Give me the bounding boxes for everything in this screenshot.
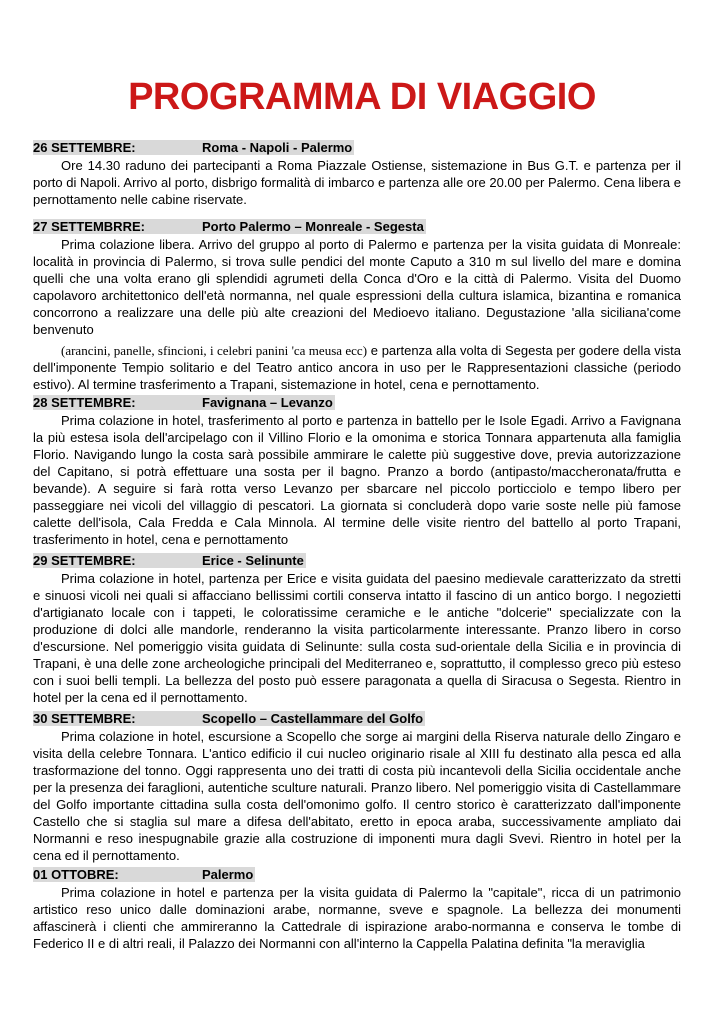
day-text: Ore 14.30 raduno dei partecipanti a Roma Piazzale Ostiense, sistemazione in Bus G.T. e partenza per il porto di Napoli. Arrivo al porto, disbrigo formalità di imbarco e partenza alle ore 20.00 per Palermo. Cena libera e pernottamento nelle cabine riservate.: [33, 158, 681, 207]
day-section: [33, 711, 687, 864]
day-description: [33, 884, 687, 952]
bar-end-mask: [354, 140, 687, 155]
day-header: [33, 395, 687, 410]
day-description: [33, 728, 687, 864]
day-date: 26 SETTEMBRE:: [33, 140, 136, 155]
day-section: [33, 553, 687, 706]
bar-end-mask: [425, 711, 687, 726]
day-description: [33, 236, 687, 338]
day-header: [33, 140, 687, 155]
day-route: Favignana – Levanzo: [202, 395, 333, 410]
day-text: Prima colazione in hotel, partenza per Erice e visita guidata del paesino medievale caratterizzato da stretti e sinuosi vicoli nei quali si affacciano bellissimi cortili conserva intatto il fascino di un antico borgo. I negozietti d'artigianato locale con i tappeti, le coloratissime ceramiche e le antiche "dolcerie" specializzate con la produzione di dolci alle mandorle, renderanno la visita particolarmente interessante. Pranzo libero in corso d'escursione. Nel pomeriggio visita guidata di Selinunte: sulla costa sud-orientale della Sicilia e in provincia di Trapani, è una delle zone archeologiche principali del Mediterraneo e, soprattutto, il complesso greco più esteso con i suoi belli templi. La bellezza del posto può essere paragonata a quella di Siracusa o Segesta. Rientro in hotel per la cena ed il pernottamento.: [33, 571, 681, 705]
day-route: Porto Palermo – Monreale - Segesta: [202, 219, 424, 234]
day-header: [33, 219, 687, 234]
day-route: Roma - Napoli - Palermo: [202, 140, 353, 155]
day-route: Erice - Selinunte: [202, 553, 304, 568]
day-text-rest: e partenza alla volta di Segesta per godere della vista dell'imponente Tempio solitario e del Teatro antico ancora in uso per le Rappresentazioni classiche (periodo estivo). Al termine trasferimento a Trapani, sistemazione in hotel, cena e pernottamento.: [33, 343, 682, 392]
day-route: Palermo: [202, 867, 254, 882]
day-description: [33, 570, 687, 706]
day-text: Prima colazione in hotel, trasferimento al porto e partenza in battello per le Isole Egadi. Arrivo a Favignana la più estesa isola dell'arcipelago con il Villino Florio e la omonima e storica Tonnara appartenuta alla famiglia Florio. Navigando lungo la costa sarà possibile ammirare le calette più suggestive dove, previa autorizzazione del Capitano, si potrà effettuare una sosta per il bagno. Pranzo a bordo (antipasto/maccheronata/frutta e bevande). A seguire si farà rotta verso Levanzo per sbarcare nel piccolo porticciolo e tempo libero per passeggiare nei vicoli del villaggio di pescatori. La giornata si concluderà dopo varie soste nelle più famose calette dell'isola, Cala Fredda e Cala Minnola. Al termine delle visite rientro del battello al porto Trapani, trasferimento in hotel, cena e pernottamento: [33, 413, 681, 547]
bar-end-mask: [306, 553, 687, 568]
day-section: [33, 395, 687, 548]
day-date: 30 SETTEMBRE:: [33, 711, 136, 726]
day-text: Prima colazione libera. Arrivo del gruppo al porto di Palermo e partenza per la visita guidata di Monreale: località in provincia di Palermo, si trova sulle pendici del monte Caputo a 310 m sul livello del mare e domina quelli che una volta erano gli splendidi agrumeti della Conca d'Oro e la città di Palermo. Visita del Duomo capolavoro architettonico dell'età normanna, nel quale espressioni della cultura islamica, bizantina e romanica concorrono a realizzare una delle più alte creazioni del Medioevo italiano. Degustazione 'alla siciliana'come benvenuto: [33, 237, 681, 337]
day-description: [33, 412, 687, 548]
day-route: Scopello – Castellammare del Golfo: [202, 711, 424, 726]
bar-end-mask: [426, 219, 687, 234]
day-date: 29 SETTEMBRE:: [33, 553, 136, 568]
day-date: 28 SETTEMBRE:: [33, 395, 136, 410]
day-section: [33, 219, 687, 393]
day-description: [33, 157, 687, 208]
day-section: [33, 867, 687, 952]
day-description-cont: [33, 342, 687, 393]
day-text: Prima colazione in hotel e partenza per la visita guidata di Palermo la "capitale", ricca di un patrimonio artistico reso unico dalle dominazioni arabe, normanne, sveve e spagnole. La bellezza dei monumenti affascinerà i clienti che ammireranno la Cattedrale di ispirazione arabo-normanna e conserva le tombe di Federico II e di altri reali, il Palazzo dei Normanni con all'interno la Cappella Palatina definita "la meraviglia: [33, 885, 681, 951]
day-text: Prima colazione in hotel, escursione a Scopello che sorge ai margini della Riserva naturale dello Zingaro e visita della celebre Tonnara. L'antico edificio il cui nucleo originario risale al XIII fu destinato alla pesca ed alla trasformazione del tonno. Oggi rappresenta uno dei tratti di costa più incantevoli della Sicilia occidentale anche per la presenza dei faraglioni, autentiche sculture naturali. Pranzo libero. Nel pomeriggio visita di Castellammare del Golfo importante cittadina sulla costa dell'omonimo golfo. Il centro storico è caratterizzato dall'imponente Castello che si staglia sul mare a difesa dell'abitato, eretto in epoca araba, successivamente ampliato dai Normanni e reso inespugnabile grazie alla costruzione di imponenti mura dagli Svevi. Rientro in hotel per la cena ed il pernottamento.: [33, 729, 681, 863]
day-date: 27 SETTEMBRRE:: [33, 219, 145, 234]
bar-end-mask: [255, 867, 687, 882]
page-title: PROGRAMMA DI VIAGGIO: [128, 76, 596, 118]
day-section: [33, 140, 687, 208]
bar-end-mask: [335, 395, 687, 410]
day-header: [33, 867, 687, 882]
day-header: [33, 711, 687, 726]
day-date: 01 OTTOBRE:: [33, 867, 119, 882]
day-header: [33, 553, 687, 568]
day-text-serif: (arancini, panelle, sfincioni, i celebri panini 'ca meusa ecc): [61, 343, 368, 358]
